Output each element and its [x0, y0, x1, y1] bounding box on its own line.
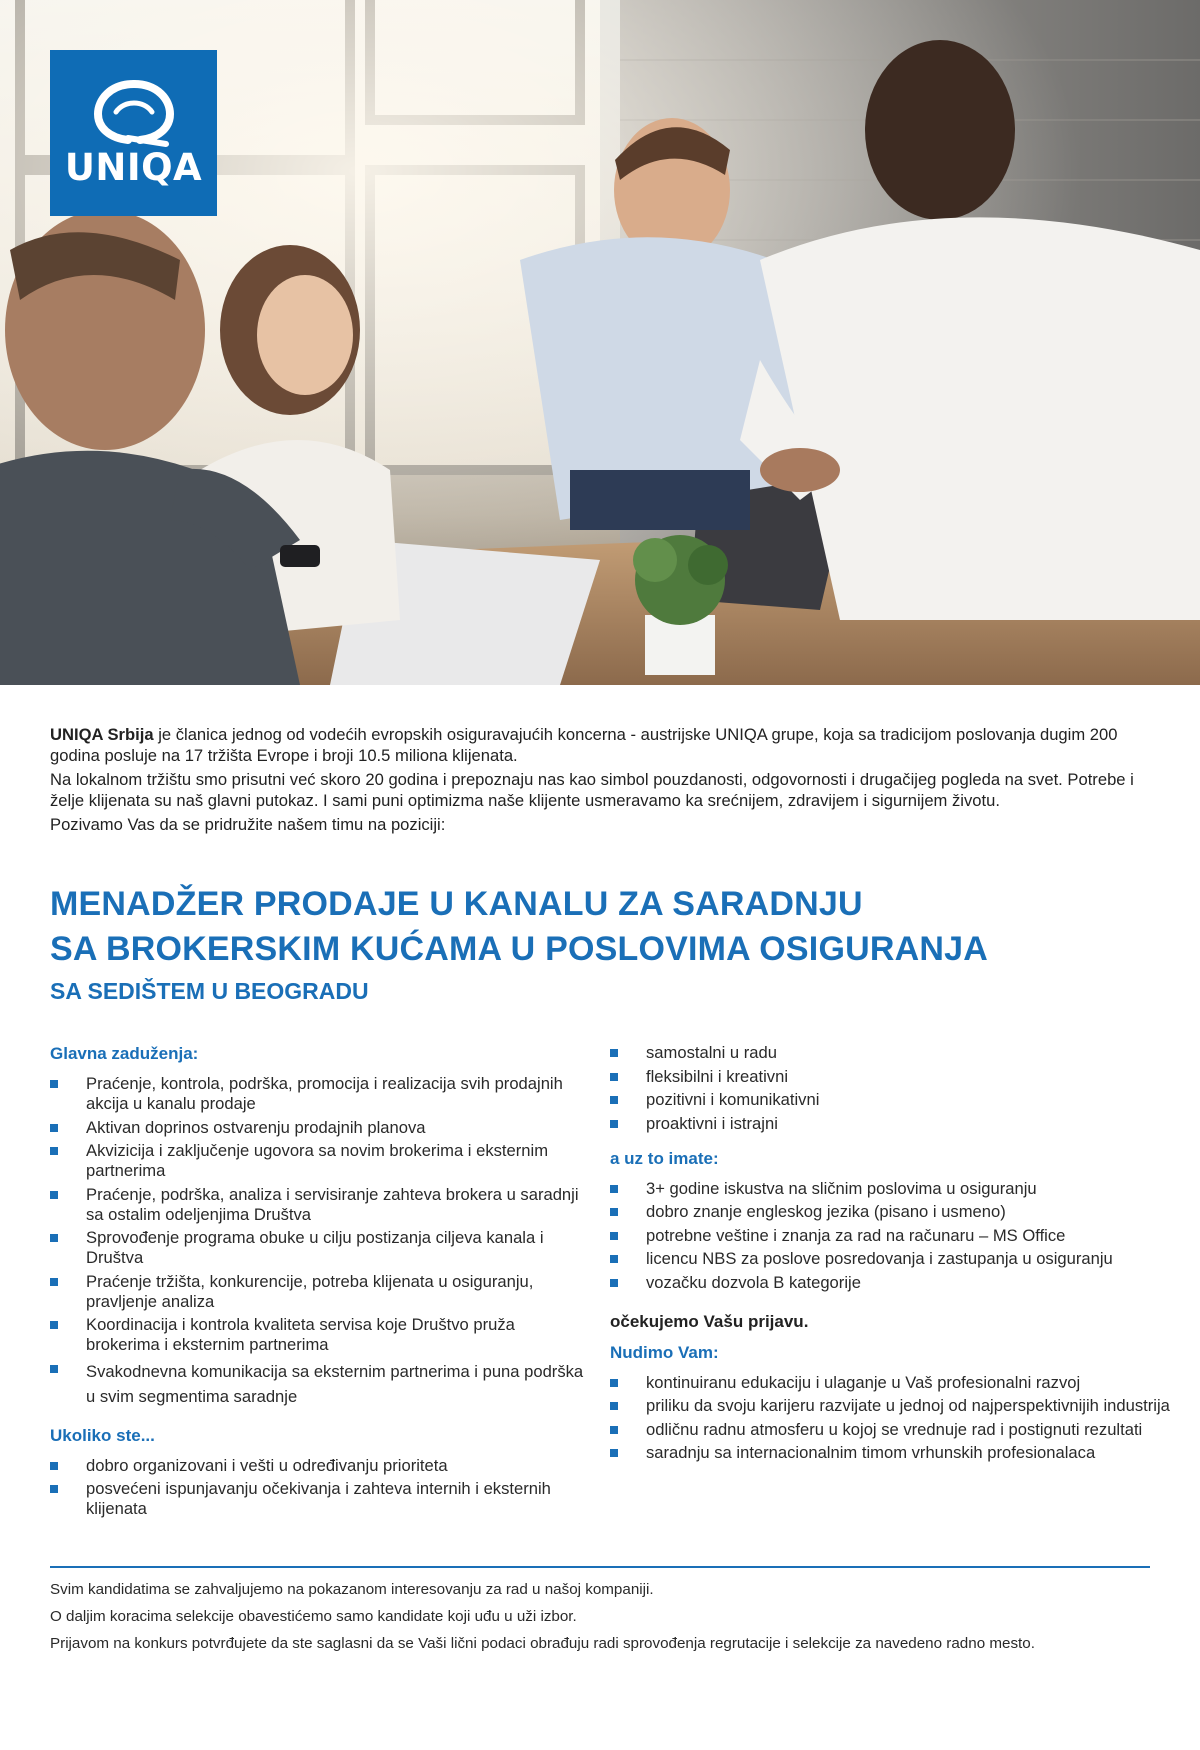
intro-paragraph-3: Pozivamo Vas da se pridružite našem timu na poziciji:	[50, 815, 446, 834]
bullet-square-icon	[610, 1379, 618, 1387]
list-item-text: Aktivan doprinos ostvarenju prodajnih planova	[86, 1117, 426, 1137]
list-item-text: 3+ godine iskustva na sličnim poslovima u osiguranju	[646, 1178, 1037, 1198]
list-item	[50, 1141, 590, 1181]
traits-list	[610, 1043, 1170, 1134]
uniqa-q-emblem-icon	[88, 78, 180, 148]
list-item	[50, 1118, 590, 1138]
job-title	[50, 882, 1150, 1006]
bullet-square-icon	[610, 1120, 618, 1128]
list-item-text: vozačku dozvola B kategorije	[646, 1272, 861, 1292]
footer-line-1: Svim kandidatima se zahvaljujemo na pokazanom interesovanju za rad u našoj kompaniji.	[50, 1581, 654, 1598]
expect-application-text: očekujemo Vašu prijavu.	[610, 1311, 809, 1331]
footer-notice	[50, 1576, 1150, 1657]
list-item	[610, 1273, 1170, 1293]
list-item-text: saradnju sa internacionalnim timom vrhunskih profesionalaca	[646, 1443, 1096, 1462]
list-item-text: pozitivni i komunikativni	[646, 1090, 820, 1109]
list-item-text: odličnu radnu atmosferu u kojoj se vrednuje rad i postignuti rezultati	[646, 1419, 1143, 1439]
footer-line-2: O daljim koracima selekcije obavestićemo samo kandidate koji uđu u uži izbor.	[50, 1608, 577, 1625]
footer-line-3: Prijavom na konkurs potvrđujete da ste saglasni da se Vaši lični podaci obrađuju radi sprovođenja regrutacije i selekcije za navedeno radno mesto.	[50, 1635, 1035, 1652]
bullet-square-icon	[610, 1096, 618, 1104]
list-item-text: Praćenje, kontrola, podrška, promocija i realizacija svih prodajnih akcija u kanalu prodaje	[86, 1074, 563, 1113]
job-title-line-1: MENADŽER PRODAJE U KANALU ZA SARADNJU	[50, 885, 863, 923]
if-you-are-heading: Ukoliko ste...	[50, 1425, 155, 1445]
list-item	[610, 1396, 1170, 1416]
bullet-square-icon	[610, 1279, 618, 1287]
list-item-text: potrebne veštine i znanja za rad na računaru – MS Office	[646, 1225, 1066, 1245]
bullet-square-icon	[610, 1426, 618, 1434]
logo-wordmark: UNIQA	[64, 146, 203, 189]
list-item	[610, 1443, 1170, 1463]
bullet-square-icon	[50, 1485, 58, 1493]
job-location: SA SEDIŠTEM U BEOGRADU	[50, 978, 369, 1004]
bullet-square-icon	[610, 1049, 618, 1057]
list-item-text: dobro znanje engleskog jezika (pisano i usmeno)	[646, 1202, 1006, 1221]
list-item	[610, 1226, 1170, 1246]
requirements-list	[610, 1179, 1170, 1293]
uniqa-logo	[50, 50, 217, 216]
list-item-text: dobro organizovani i vešti u određivanju prioriteta	[86, 1455, 448, 1475]
divider	[50, 1566, 1150, 1568]
if-you-are-list	[50, 1456, 590, 1520]
list-item	[50, 1272, 590, 1312]
list-item	[50, 1456, 590, 1476]
list-item-text: Praćenje tržišta, konkurencije, potreba klijenata u osiguranju, pravljenje analiza	[86, 1271, 534, 1311]
requirements-heading: a uz to imate:	[610, 1148, 719, 1168]
list-item-text: fleksibilni i kreativni	[646, 1066, 789, 1086]
intro-paragraph-1-text: je članica jednog od vodećih evropskih osiguravajućih koncerna - austrijske UNIQA grupe, koja sa tradicijom poslovanja dugim 200 godina posluje na 17 tržišta Evrope i broji 10.5 miliona klijenata.	[50, 725, 1118, 765]
list-item-text: Praćenje, podrška, analiza i servisiranje zahteva brokera u saradnji sa ostalim odeljenjima Društva	[86, 1184, 579, 1224]
bullet-square-icon	[50, 1365, 58, 1373]
bullet-square-icon	[610, 1073, 618, 1081]
list-item	[610, 1202, 1170, 1222]
list-item	[610, 1373, 1170, 1393]
bullet-square-icon	[610, 1185, 618, 1193]
list-item	[50, 1074, 590, 1114]
list-item-text: Akvizicija i zaključenje ugovora sa novim brokerima i eksternim partnerima	[86, 1141, 549, 1180]
list-item	[50, 1479, 590, 1519]
list-item-text: Svakodnevna komunikacija sa eksternim partnerima i puna podrška u svim segmentima saradnje	[86, 1361, 584, 1406]
list-item	[50, 1228, 590, 1268]
duties-heading: Glavna zaduženja:	[50, 1044, 199, 1063]
offer-heading: Nudimo Vam:	[610, 1342, 719, 1362]
list-item	[50, 1185, 590, 1225]
bullet-square-icon	[50, 1147, 58, 1155]
list-item-text: proaktivni i istrajni	[646, 1113, 778, 1133]
offer-list	[610, 1373, 1170, 1464]
list-item-text: kontinuiranu edukaciju i ulaganje u Vaš profesionalni razvoj	[646, 1372, 1081, 1392]
list-item	[610, 1420, 1170, 1440]
bullet-square-icon	[50, 1321, 58, 1329]
bullet-square-icon	[50, 1462, 58, 1470]
left-column	[50, 1043, 590, 1523]
intro-paragraph-2: Na lokalnom tržištu smo prisutni već skoro 20 godina i prepoznaju nas kao simbol pouzdanosti, odgovornosti i drugačijeg pogleda na svet. Potrebe i želje klijenata su naš glavni putokaz. I sami puni optimizma naše klijente usmeravamo ka srećnijem, zdravijem i sigurnijem životu.	[50, 770, 1134, 810]
company-name: UNIQA Srbija	[50, 725, 154, 744]
bullet-square-icon	[610, 1402, 618, 1410]
bullet-square-icon	[50, 1124, 58, 1132]
intro-paragraph-1	[50, 724, 1150, 766]
bullet-square-icon	[610, 1255, 618, 1263]
list-item	[610, 1249, 1170, 1269]
list-item	[610, 1114, 1170, 1134]
list-item	[50, 1315, 590, 1355]
right-column	[610, 1043, 1170, 1467]
company-intro	[50, 724, 1150, 838]
list-item-text: samostalni u radu	[646, 1043, 777, 1062]
bullet-square-icon	[50, 1080, 58, 1088]
list-item	[610, 1179, 1170, 1199]
bullet-square-icon	[50, 1234, 58, 1242]
list-item-text: Koordinacija i kontrola kvaliteta servisa koje Društvo pruža brokerima i eksternim partnerima	[86, 1315, 515, 1354]
list-item	[610, 1043, 1170, 1063]
list-item-text: licencu NBS za poslove posredovanja i zastupanja u osiguranju	[646, 1249, 1113, 1268]
list-item-text: priliku da svoju karijeru razvijate u jednoj od najperspektivnijih industrija	[646, 1396, 1170, 1415]
list-item	[50, 1359, 590, 1409]
bullet-square-icon	[610, 1232, 618, 1240]
bullet-square-icon	[50, 1278, 58, 1286]
duties-list	[50, 1074, 590, 1409]
list-item	[610, 1067, 1170, 1087]
bullet-square-icon	[610, 1208, 618, 1216]
list-item-text: Sprovođenje programa obuke u cilju postizanja ciljeva kanala i Društva	[86, 1228, 544, 1267]
list-item-text: posvećeni ispunjavanju očekivanja i zahteva internih i eksternih klijenata	[86, 1479, 551, 1518]
bullet-square-icon	[50, 1191, 58, 1199]
job-title-line-2: SA BROKERSKIM KUĆAMA U POSLOVIMA OSIGURANJA	[50, 930, 988, 968]
bullet-square-icon	[610, 1449, 618, 1457]
list-item	[610, 1090, 1170, 1110]
